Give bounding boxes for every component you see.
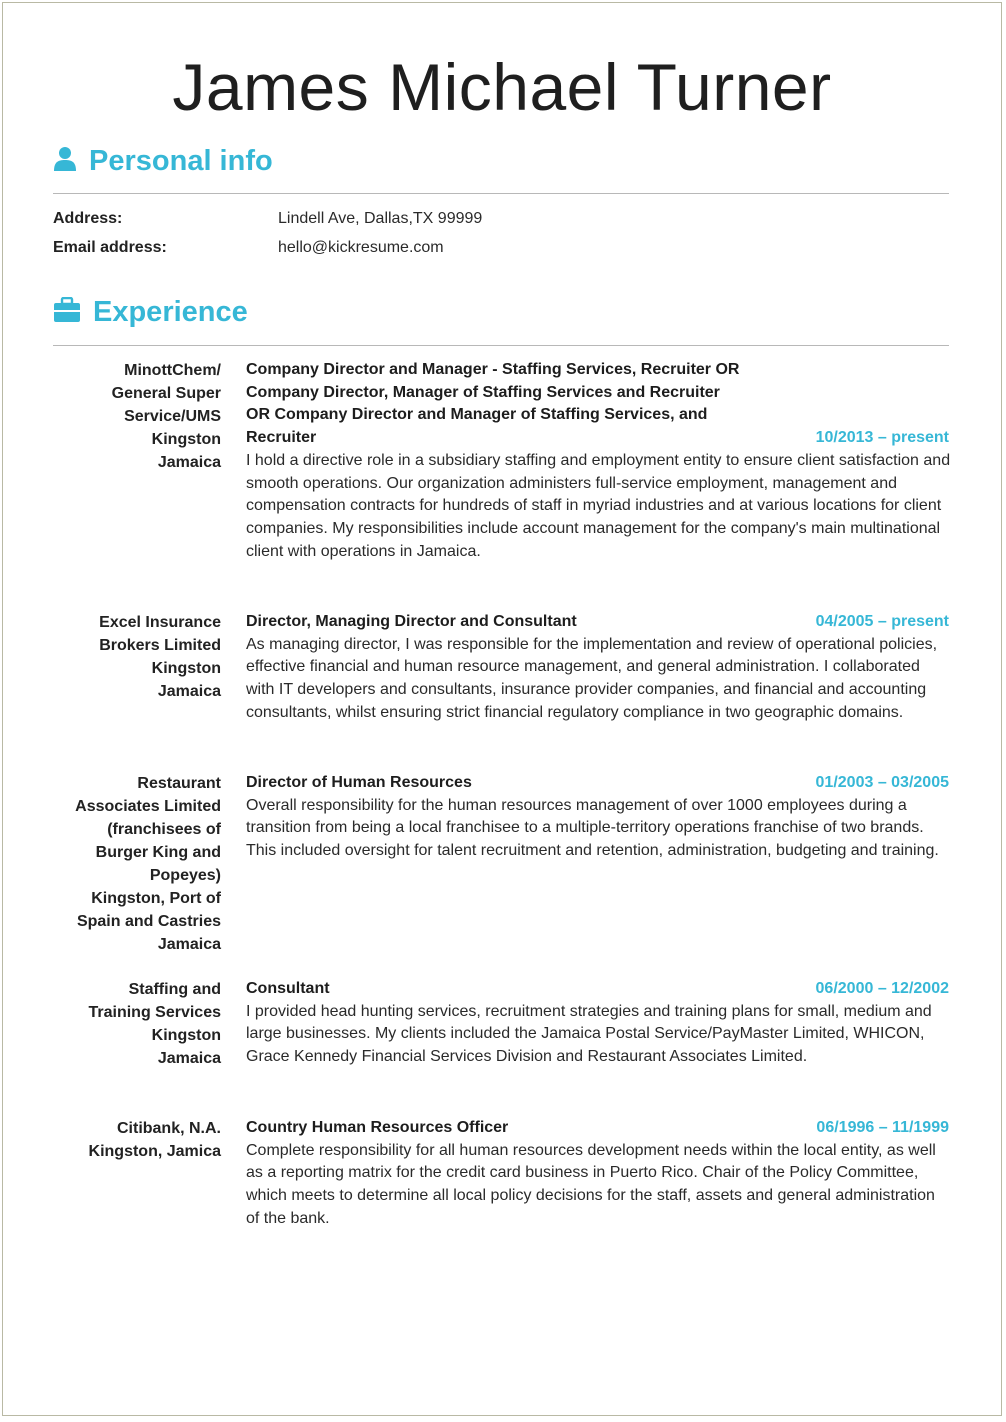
job-description: I hold a directive role in a subsidiary staffing and employment entity to ensure client satisfaction and smooth operations. Our organization administers full-service employment, management and compensation contracts for hundreds of staff in myriad industries and at various locations for client companies. My responsibilities include account management for the company's main multinational client with operations in Jamaica. — [246, 451, 951, 560]
address-value: Lindell Ave, Dallas,TX 99999 — [278, 210, 483, 227]
job-title: Director of Human Resources — [246, 774, 472, 791]
experience-title: Experience — [93, 296, 248, 328]
job-title: Country Human Resources Officer — [246, 1119, 509, 1136]
job-description: Complete responsibility for all human resources development needs within the local entity, as well as a reporting matrix for the credit card business in Puerto Rico. Chair of the Policy Committee, which meets to determine all local policy decisions for the staff, assets and general administration of the bank. — [246, 1141, 936, 1227]
person-icon — [53, 146, 77, 177]
job-employer: Excel Insurance Brokers Limited Kingston Jamaica — [99, 614, 221, 700]
job-employer: Restaurant Associates Limited (franchisees of Burger King and Popeyes) Kingston, Port of Spain and Castries Jamaica — [75, 775, 221, 953]
job-description: Overall responsibility for the human resources management of over 1000 employees during a transition from being a local franchisee to a multiple-territory operations franchise of two brands. This included oversight for talent recruitment and retention, administration, budgeting and training. — [246, 796, 939, 860]
job-employer: Citibank, N.A. Kingston, Jamica — [88, 1120, 221, 1160]
email-label: Email address: — [53, 239, 167, 256]
job-title: Company Director and Manager - Staffing Services, Recruiter OR Company Director, Manager of Staffing Services and Recruiter OR Company Director and Manager of Staffing Services, and Recruiter — [246, 361, 740, 447]
job-dates: 10/2013 – present — [815, 429, 949, 447]
experience-divider — [53, 345, 949, 346]
email-value[interactable]: hello@kickresume.com — [278, 239, 444, 256]
personal-info-title: Personal info — [89, 145, 273, 177]
job-employer: Staffing and Training Services Kingston Jamaica — [88, 981, 221, 1067]
job-description: I provided head hunting services, recruitment strategies and training plans for small, medium and large businesses. My clients included the Jamaica Postal Service/PayMaster Limited, WHICON, Grace Kennedy Financial Services Division and Restaurant Associates Limited. — [246, 1002, 932, 1066]
job-dates: 01/2003 – 03/2005 — [815, 774, 949, 791]
personal-info-header — [53, 145, 949, 178]
briefcase-icon — [53, 297, 81, 328]
candidate-name: James Michael Turner — [172, 50, 832, 124]
job-title: Consultant — [246, 980, 330, 997]
job-title: Director, Managing Director and Consultant — [246, 613, 577, 630]
job-employer: MinottChem/ General Super Service/UMS Kingston Jamaica — [111, 362, 221, 471]
experience-header — [53, 296, 949, 329]
job-dates: 04/2005 – present — [815, 613, 949, 630]
job-dates: 06/2000 – 12/2002 — [815, 980, 949, 997]
resume-page — [2, 2, 1002, 1416]
address-label: Address: — [53, 210, 123, 227]
job-description: As managing director, I was responsible for the implementation and review of operational policies, effective financial and human resource management, and general administration. I collaborated with IT developers and consultants, insurance provider companies, and financial and accounting consultants, whilst ensuring strict financial regulatory compliance in two geographic domains. — [246, 635, 938, 721]
job-dates: 06/1996 – 11/1999 — [816, 1119, 949, 1136]
personal-info-divider — [53, 193, 949, 194]
